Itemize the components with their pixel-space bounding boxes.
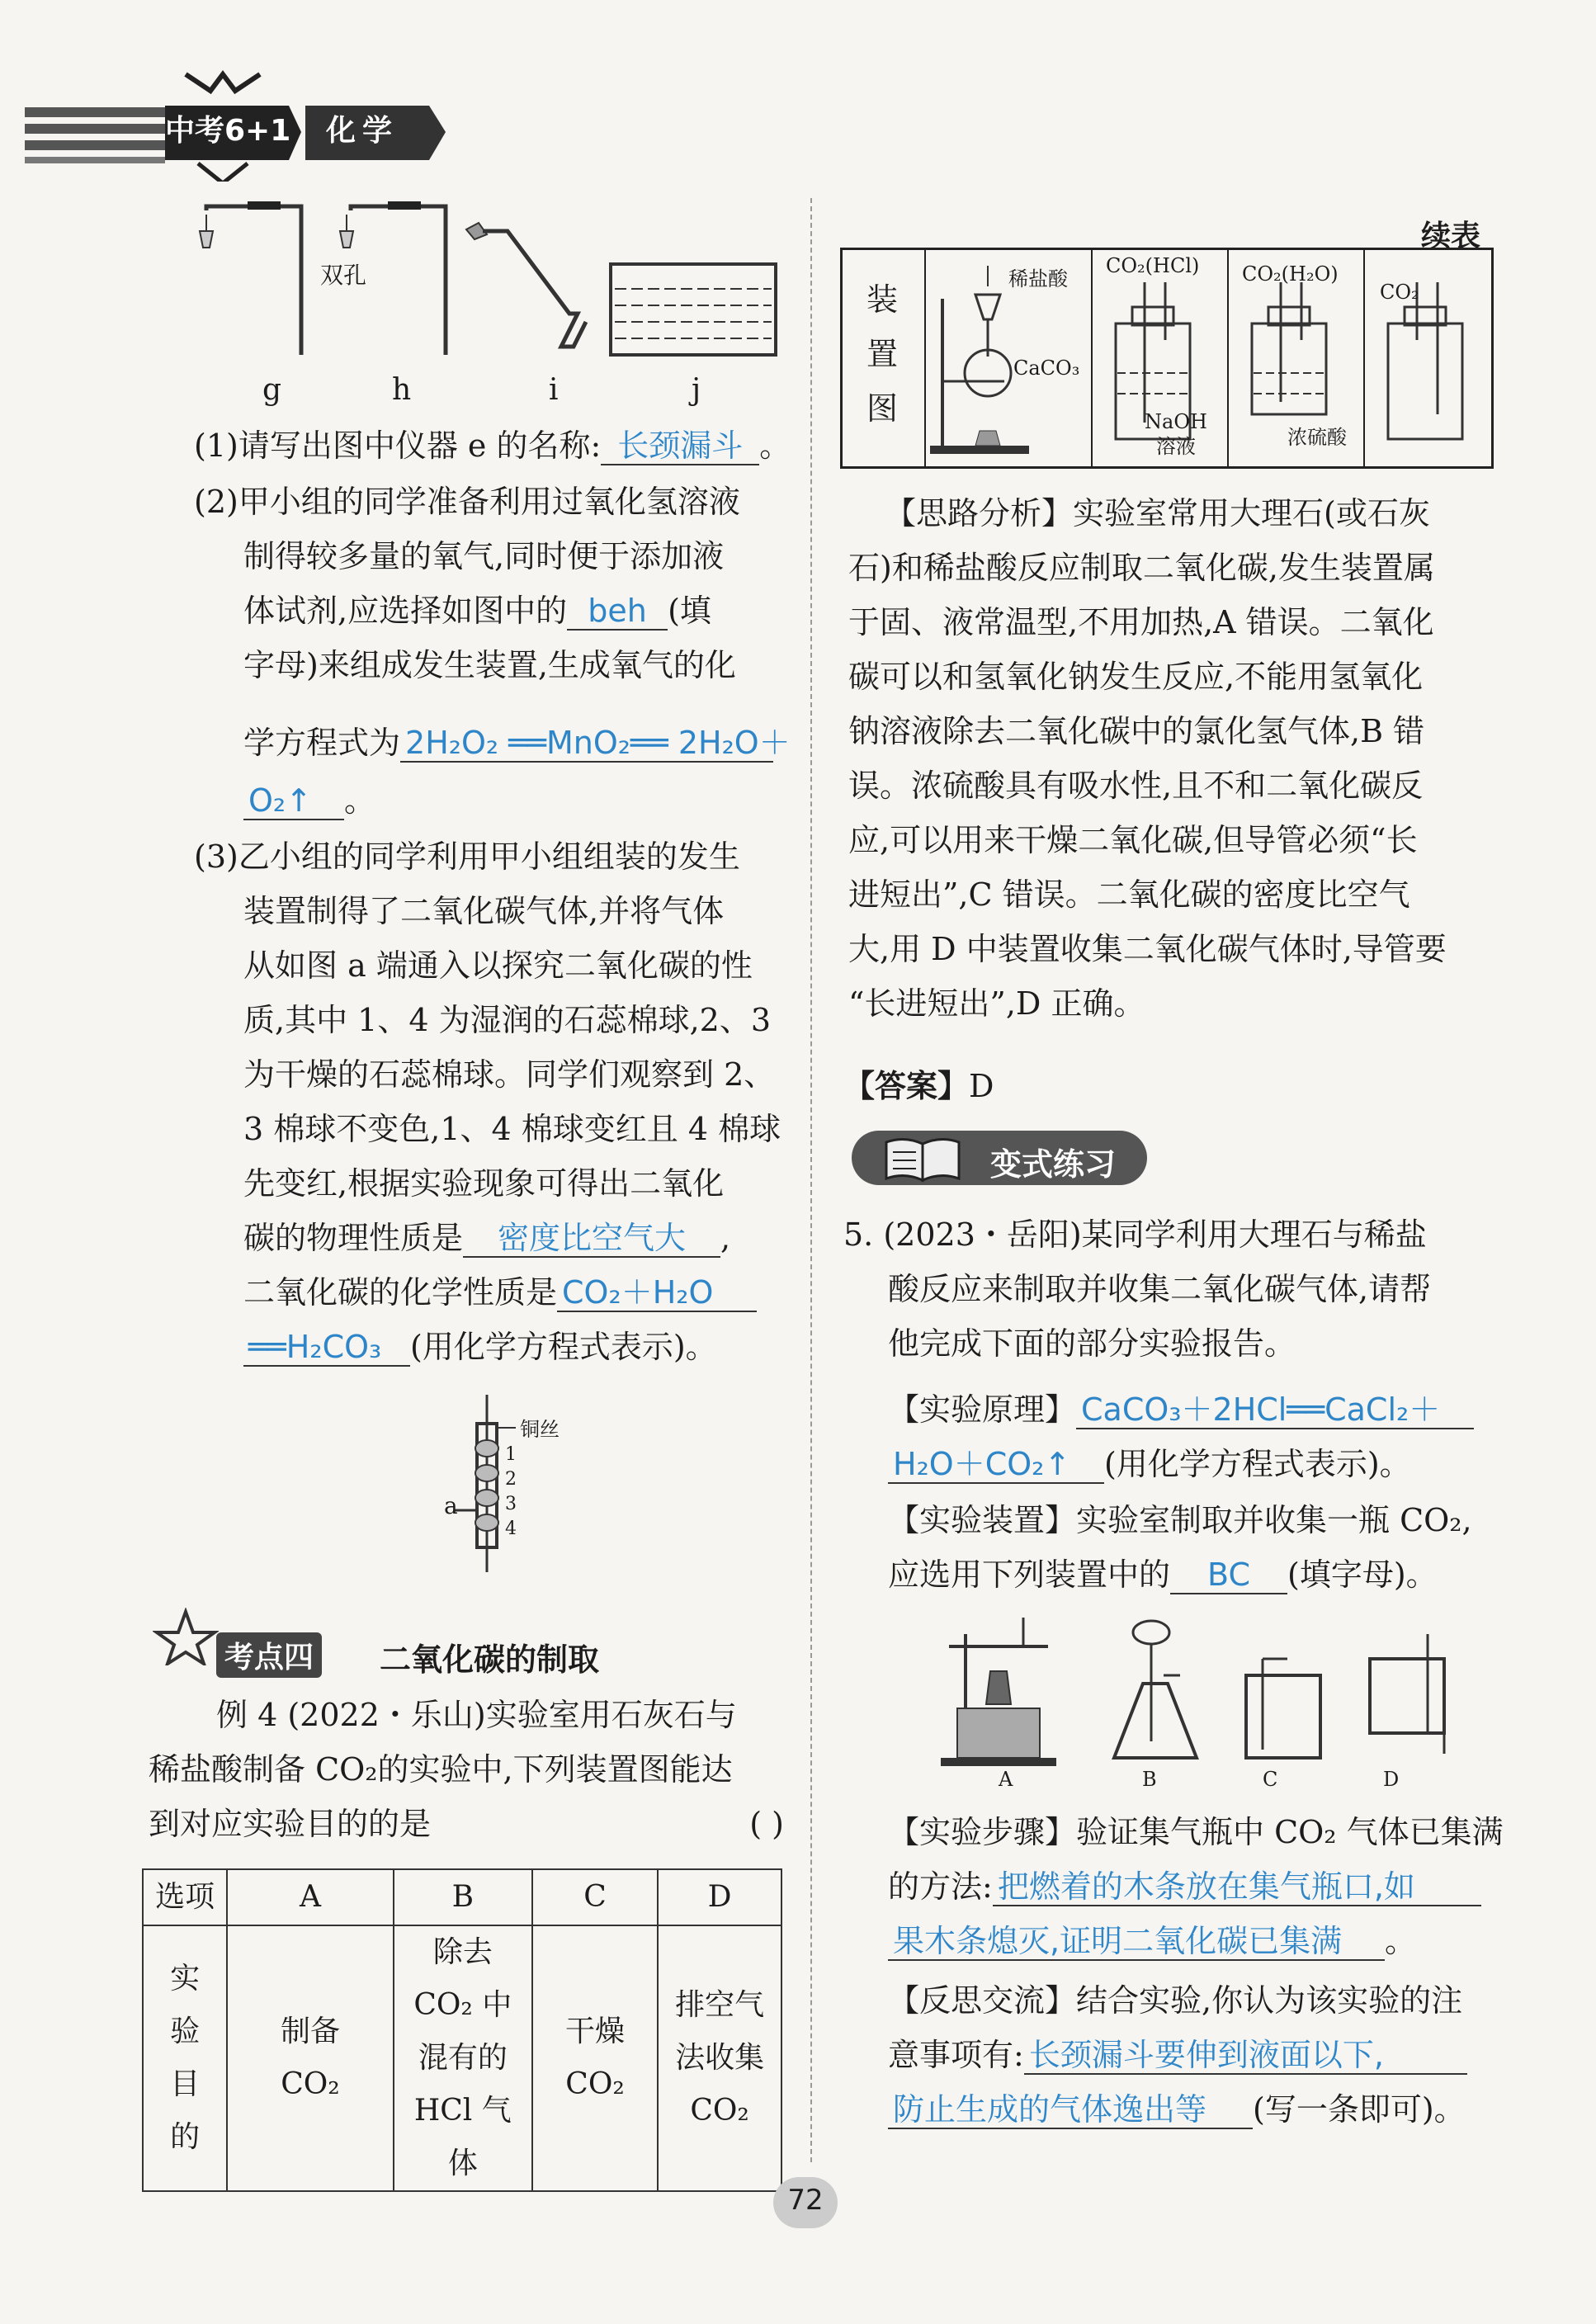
q2-line-2: 制得较多量的氧气,同时便于添加液 <box>243 538 725 574</box>
ball-3-label: 3 <box>505 1494 517 1514</box>
principle-line-2: H₂O＋CO₂↑ (用化学方程式表示)。 <box>888 1446 1411 1484</box>
table-head-cell: A <box>227 1869 394 1925</box>
copper-wire-label: 铜丝 <box>520 1418 560 1441</box>
label-j: j <box>692 373 701 407</box>
device-letter-d: D <box>1383 1768 1400 1791</box>
table-row-label: 实验目的 <box>143 1925 227 2191</box>
ball-1-label: 1 <box>505 1444 517 1465</box>
steps-line-2: 的方法: 把燃着的木条放在集气瓶口,如 <box>888 1868 1481 1906</box>
diag-h2so4-label: 浓硫酸 <box>1287 426 1347 449</box>
q2-line-4: 字母)来组成发生装置,生成氧气的化 <box>243 647 736 683</box>
q5-line-3: 他完成下面的部分实验报告。 <box>888 1325 1296 1362</box>
apparatus-ghij-diagram <box>182 198 792 371</box>
analysis-line-8: 进短出”,C 错误。二氧化碳的密度比空气 <box>848 876 1410 913</box>
q3-line-7: 先变红,根据实验现象可得出二氧化 <box>243 1165 725 1202</box>
subject-label: 化学 <box>326 114 399 148</box>
ball-4-label: 4 <box>505 1519 517 1539</box>
tube-a-label: a <box>444 1492 458 1519</box>
diag-co2-label: CO₂ <box>1380 281 1419 304</box>
device-label: 装置图 <box>866 281 899 427</box>
brand-label: 中考6+1 <box>165 114 291 148</box>
reflect-line-1: 【反思交流】结合实验,你认为该实验的注 <box>888 1982 1463 2019</box>
ex4-line-3: 到对应实验目的的是 ( ) <box>149 1806 784 1842</box>
analysis-line-3: 于固、液常温型,不用加热,A 错误。二氧化 <box>848 604 1434 640</box>
q5-line-1: 5. (2023・岳阳)某同学利用大理石与稀盐 <box>843 1216 1427 1253</box>
q3-line-4: 质,其中 1、4 为湿润的石蕊棉球,2、3 <box>243 1002 772 1038</box>
analysis-line-5: 钠溶液除去二氧化碳中的氯化氢气体,B 错 <box>848 713 1425 749</box>
diag-caco3-label: CaCO₃ <box>1013 357 1080 380</box>
steps-line-3: 果木条熄灭,证明二氧化碳已集满 。 <box>888 1923 1416 1961</box>
reflect-line-3: 防止生成的气体逸出等 (写一条即可)。 <box>888 2091 1466 2129</box>
table-cell: 干燥 CO₂ <box>532 1925 658 2191</box>
continued-label: 续表 <box>1421 220 1481 253</box>
column-divider <box>810 198 812 2162</box>
analysis-line-6: 误。浓硫酸具有吸水性,且不和二氧化碳反 <box>848 768 1424 804</box>
label-g: g <box>262 373 282 407</box>
table-cell: 除去 CO₂ 中混有的 HCl 气体 <box>394 1925 532 2191</box>
abcd-apparatus <box>933 1609 1461 1774</box>
section-tag: 考点四 <box>216 1632 322 1678</box>
table-cell: 制备 CO₂ <box>227 1925 394 2191</box>
ball-2-label: 2 <box>505 1469 517 1490</box>
analysis-line-10: “长进短出”,D 正确。 <box>848 985 1145 1022</box>
q2-line-1: (2)甲小组的同学准备利用过氧化氢溶液 <box>194 484 740 520</box>
table-head-cell: 选项 <box>143 1869 227 1925</box>
ex4-line-2: 稀盐酸制备 CO₂的实验中,下列装置图能达 <box>149 1751 733 1788</box>
section-title: 二氧化碳的制取 <box>380 1641 600 1678</box>
device-line-1: 【实验装置】实验室制取并收集一瓶 CO₂, <box>888 1502 1472 1538</box>
reflect-line-2: 意事项有: 长颈漏斗要伸到液面以下, <box>888 2037 1467 2075</box>
analysis-line-7: 应,可以用来干燥二氧化碳,但导管必须“长 <box>848 822 1418 858</box>
q1-answer: 长颈漏斗 <box>601 427 759 465</box>
label-i: i <box>549 373 559 407</box>
q2-line-3: 体试剂,应选择如图中的 beh (填 <box>243 593 711 629</box>
answer-line: 【答案】D <box>843 1068 994 1104</box>
ex4-line-1: 例 4 (2022・乐山)实验室用石灰石与 <box>216 1697 737 1733</box>
table-cell: 排空气法收集 CO₂ <box>658 1925 781 2191</box>
steps-line-1: 【实验步骤】验证集气瓶中 CO₂ 气体已集满 <box>888 1814 1504 1850</box>
diag-naoh-label: NaOH 溶液 <box>1145 410 1207 458</box>
double-hole-label: 双孔 <box>320 262 367 289</box>
analysis-line-4: 碳可以和氢氧化钠发生反应,不能用氢氧化 <box>848 659 1424 695</box>
analysis-line-1: 【思路分析】实验室常用大理石(或石灰 <box>885 495 1430 531</box>
q2-line-6: O₂↑ 。 <box>243 782 375 820</box>
practice-title: 变式练习 <box>990 1146 1117 1183</box>
q1-line: (1)请写出图中仪器 e 的名称: 长颈漏斗 。 <box>194 427 791 464</box>
table-head-cell: C <box>532 1869 658 1925</box>
analysis-line-2: 石)和稀盐酸反应制取二氧化碳,发生装置属 <box>848 550 1435 586</box>
q3-line-8: 碳的物理性质是 密度比空气大 , <box>243 1220 731 1256</box>
diag-co2hcl-label: CO₂(HCl) <box>1106 254 1200 277</box>
q3-line-9: 二氧化碳的化学性质是 CO₂＋H₂O <box>243 1274 757 1312</box>
device-letter-b: B <box>1142 1768 1157 1791</box>
principle-line-1: 【实验原理】 CaCO₃＋2HCl══CaCl₂＋ <box>888 1391 1474 1429</box>
label-h: h <box>392 373 412 407</box>
table-head-cell: D <box>658 1869 781 1925</box>
q2-line-5: 学方程式为 2H₂O₂ ══MnO₂══ 2H₂O＋ <box>243 725 791 761</box>
q5-line-2: 酸反应来制取并收集二氧化碳气体,请帮 <box>888 1271 1432 1307</box>
q3-line-3: 从如图 a 端通入以探究二氧化碳的性 <box>243 947 753 984</box>
q3-line-6: 3 棉球不变色,1、4 棉球变红且 4 棉球 <box>243 1111 781 1147</box>
section-star-icon <box>153 1608 219 1665</box>
q3-line-5: 为干燥的石蕊棉球。同学们观察到 2、 <box>243 1056 776 1093</box>
diag-co2h2o-label: CO₂(H₂O) <box>1242 262 1339 286</box>
table-head-cell: B <box>394 1869 532 1925</box>
page-number-text: 72 <box>787 2184 824 2217</box>
analysis-line-9: 大,用 D 中装置收集二氧化碳气体时,导管要 <box>848 931 1447 967</box>
diag-hcl-label: 稀盐酸 <box>1008 267 1068 290</box>
device-letter-c: C <box>1263 1768 1278 1791</box>
options-table <box>142 1868 782 2192</box>
device-line-2: 应选用下列装置中的 BC (填字母)。 <box>888 1556 1438 1593</box>
book-icon <box>880 1131 970 1185</box>
q3-line-10: ══H₂CO₃ (用化学方程式表示)。 <box>243 1329 717 1367</box>
q3-line-1: (3)乙小组的同学利用甲小组组装的发生 <box>194 838 740 875</box>
q3-line-2: 装置制得了二氧化碳气体,并将气体 <box>243 893 725 929</box>
device-letter-a: A <box>999 1768 1013 1791</box>
